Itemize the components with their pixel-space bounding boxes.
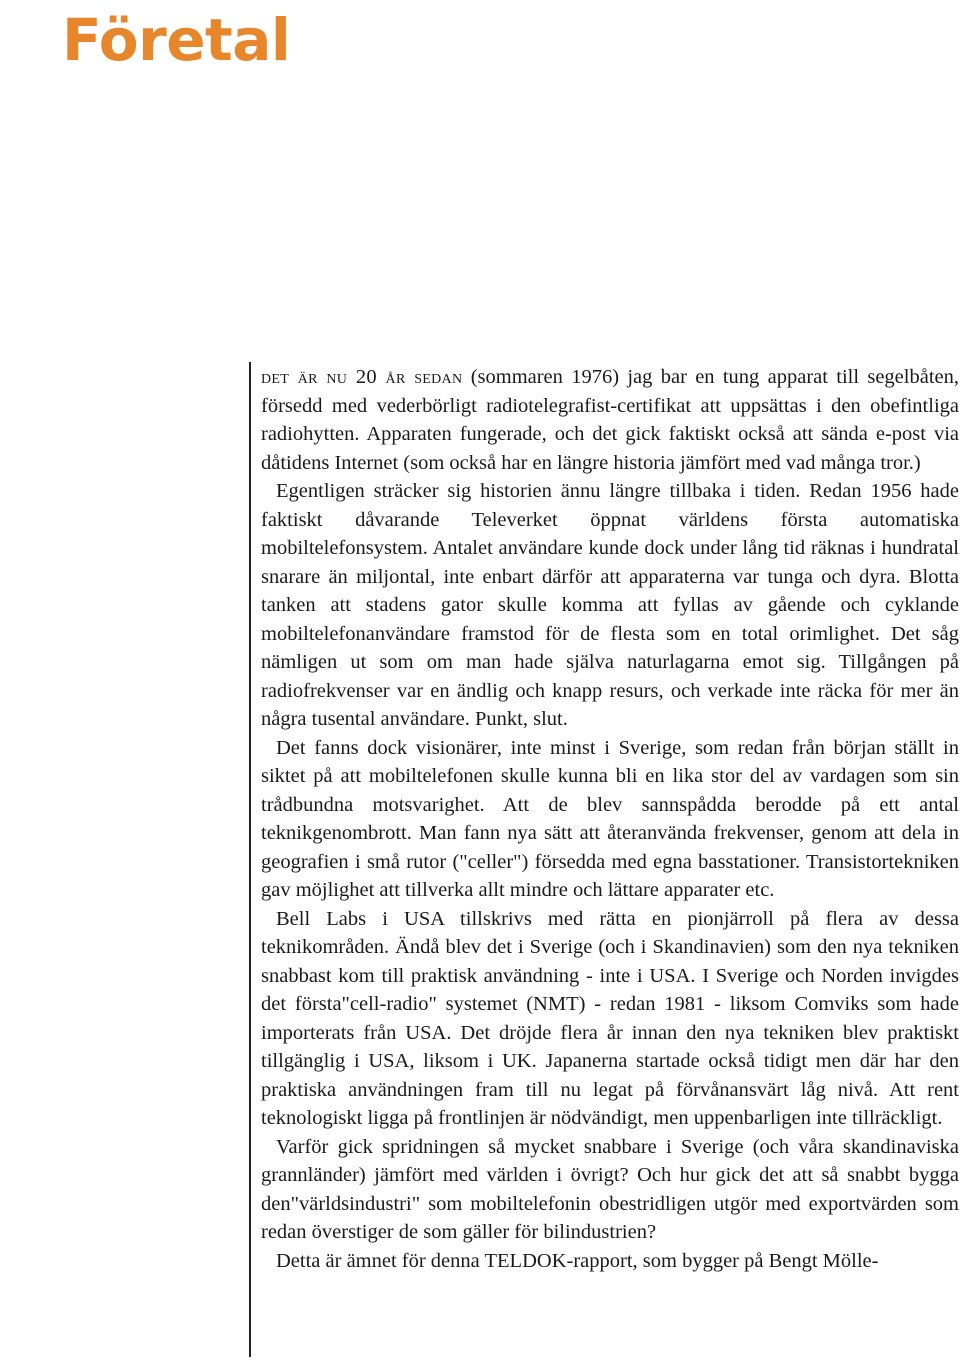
margin-rule (249, 362, 251, 1357)
paragraph-3: Det fanns dock visionärer, inte minst i Sverige, som redan från början ställt in siktet på att mobiltelefonen skulle kunna bli en lika stor del av vardagen som sin trådbundna motsvarighet. Att de blev sannspådda berodde på ett antal teknikgenombrott. Man fann nya sätt att återanvända frekvenser, genom att dela in geografien i små rutor ("celler") försedda med egna basstationer. Transistortekniken gav möjlighet att tillverka allt mindre och lättare apparater etc. (261, 736, 959, 901)
paragraph-5: Varför gick spridningen så mycket snabbare i Sverige (och våra skandinaviska grannländer) jämfört med världen i övrigt? Och hur gick det att så snabbt bygga den"världsindustri" som mobiltelefonin obestridligen utgör med exportvärden som redan överstiger de som gäller för bilindustrien? (261, 1135, 959, 1243)
paragraph-4: Bell Labs i USA tillskrivs med rätta en pionjärroll på flera av dessa teknikområden. Ändå blev det i Sverige (och i Skandinavien) som den nya tekniken snabbast kom till praktisk användning - inte i USA. I Sverige och Norden invigdes det första"cell-radio" systemet (NMT) - redan 1981 - liksom Comviks som hade importerats från USA. Det dröjde flera år innan den nya tekniken blev praktiskt tillgänglig i USA, liksom i UK. Japanerna startade också tidigt men där har den praktiska användningen fram till nu legat på förvånansvärt låg nivå. Att rent teknologiskt ligga på frontlinjen är nödvändigt, men uppenbarligen inte tillräckligt. (261, 907, 959, 1129)
paragraph-1-text: (sommaren 1976) jag bar en tung apparat till segelbåten, försedd med vederbörligt radiotelegrafist-certifikat att uppsättas i den obefintliga radiohytten. Apparaten fungerade, och det gick faktiskt också att sända e-post via dåtidens Internet (som också har en längre historia jämfört med vad många tror.) (261, 366, 959, 474)
paragraph-6: Detta är ämnet för denna TELDOK-rapport, som bygger på Bengt Mölle- (276, 1249, 879, 1272)
paragraph-2: Egentligen sträcker sig historien ännu längre tillbaka i tiden. Redan 1956 hade faktiskt dåvarande Televerket öppnat världens första automatiska mobiltelefonsystem. Antalet användare kunde dock under lång tid räknas i hundratal snarare än miljontal, inte enbart därför att apparaterna var tunga och dyra. Blotta tanken att stadens gator skulle komma att fyllas av gående och cyklande mobiltelefonanvändare framstod för de flesta som en total orimlighet. Det såg nämligen ut som om man hade själva naturlagarna emot sig. Tillgången på radiofrekvenser var en ändlig och knapp resurs, och verkade inte räcka för mer än några tusental användare. Punkt, slut. (261, 480, 959, 730)
lead-in: det är nu 20 år sedan (261, 366, 463, 388)
article-body (261, 363, 959, 1275)
page-title: Företal (62, 6, 291, 74)
paragraph-1 (261, 363, 959, 477)
